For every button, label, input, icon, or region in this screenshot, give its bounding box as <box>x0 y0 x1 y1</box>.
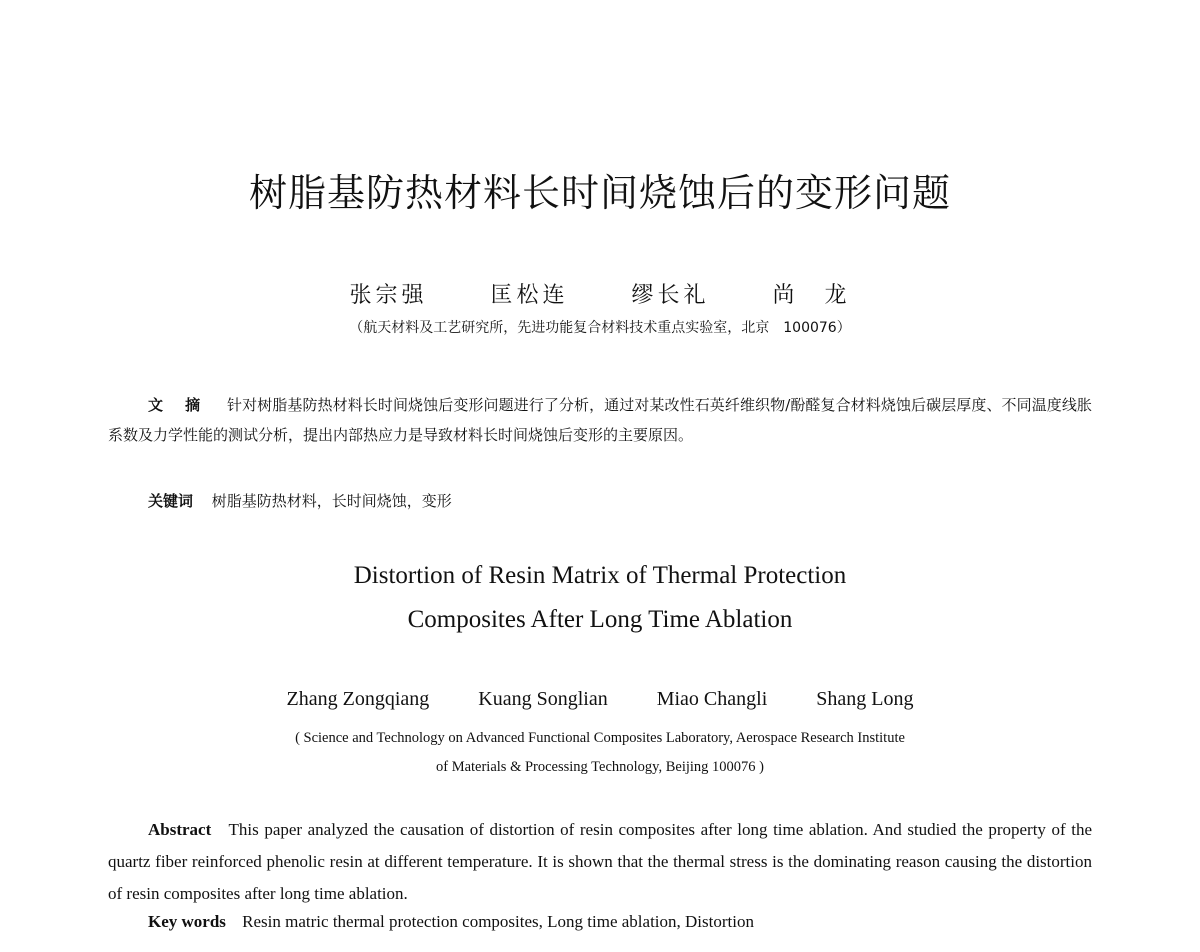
chinese-author: 张宗强 <box>349 283 428 308</box>
chinese-keywords-label: 关键词 <box>148 492 194 510</box>
chinese-abstract-text: 针对树脂基防热材料长时间烧蚀后变形问题进行了分析，通过对某改性石英纤维织物/酚醛复合材料烧蚀后碳层厚度、不同温度线胀系数及力学性能的测试分析，提出内部热应力是导致材料长时间烧蚀后变形的主要原因。 <box>108 396 1092 444</box>
english-abstract-text: This paper analyzed the causation of distortion of resin composites after long time ablation. And studied the property of the quartz fiber reinforced phenolic resin at different temperature. It is shown that the thermal stress is the dominating reason causing the distortion of resin composites after long time ablation. <box>108 820 1092 903</box>
chinese-author: 匡松连 <box>490 283 569 308</box>
chinese-abstract-label: 文摘 <box>148 396 223 414</box>
english-affiliation-line1: ( Science and Technology on Advanced Functional Composites Laboratory, Aerospace Research Institute <box>295 730 905 746</box>
chinese-keywords <box>148 490 452 511</box>
english-authors <box>0 688 1200 711</box>
english-abstract-label: Abstract <box>148 820 212 839</box>
english-keywords <box>148 912 754 932</box>
english-title-line1: Distortion of Resin Matrix of Thermal Protection <box>353 562 847 589</box>
english-affiliation-line2: of Materials & Processing Technology, Beijing 100076 ) <box>435 759 764 775</box>
english-author: Miao Changli <box>656 688 768 710</box>
english-author: Zhang Zongqiang <box>286 688 430 710</box>
chinese-affiliation: （航天材料及工艺研究所，先进功能复合材料技术重点实验室，北京 100076） <box>349 320 851 336</box>
chinese-author: 缪长礼 <box>631 283 710 308</box>
chinese-author: 尚 龙 <box>772 283 851 308</box>
english-keywords-label: Key words <box>148 912 226 931</box>
english-title-line2: Composites After Long Time Ablation <box>407 606 793 633</box>
english-author: Kuang Songlian <box>478 688 608 710</box>
english-affiliation <box>0 724 1200 782</box>
chinese-title: 树脂基防热材料长时间烧蚀后的变形问题 <box>248 171 951 215</box>
chinese-abstract <box>108 390 1092 450</box>
chinese-keywords-text: 树脂基防热材料，长时间烧蚀，变形 <box>211 492 452 510</box>
english-author: Shang Long <box>816 688 914 710</box>
english-abstract <box>108 814 1092 910</box>
english-title <box>0 554 1200 642</box>
chinese-authors <box>0 278 1200 309</box>
english-keywords-text: Resin matric thermal protection composites, Long time ablation, Distortion <box>242 912 754 931</box>
